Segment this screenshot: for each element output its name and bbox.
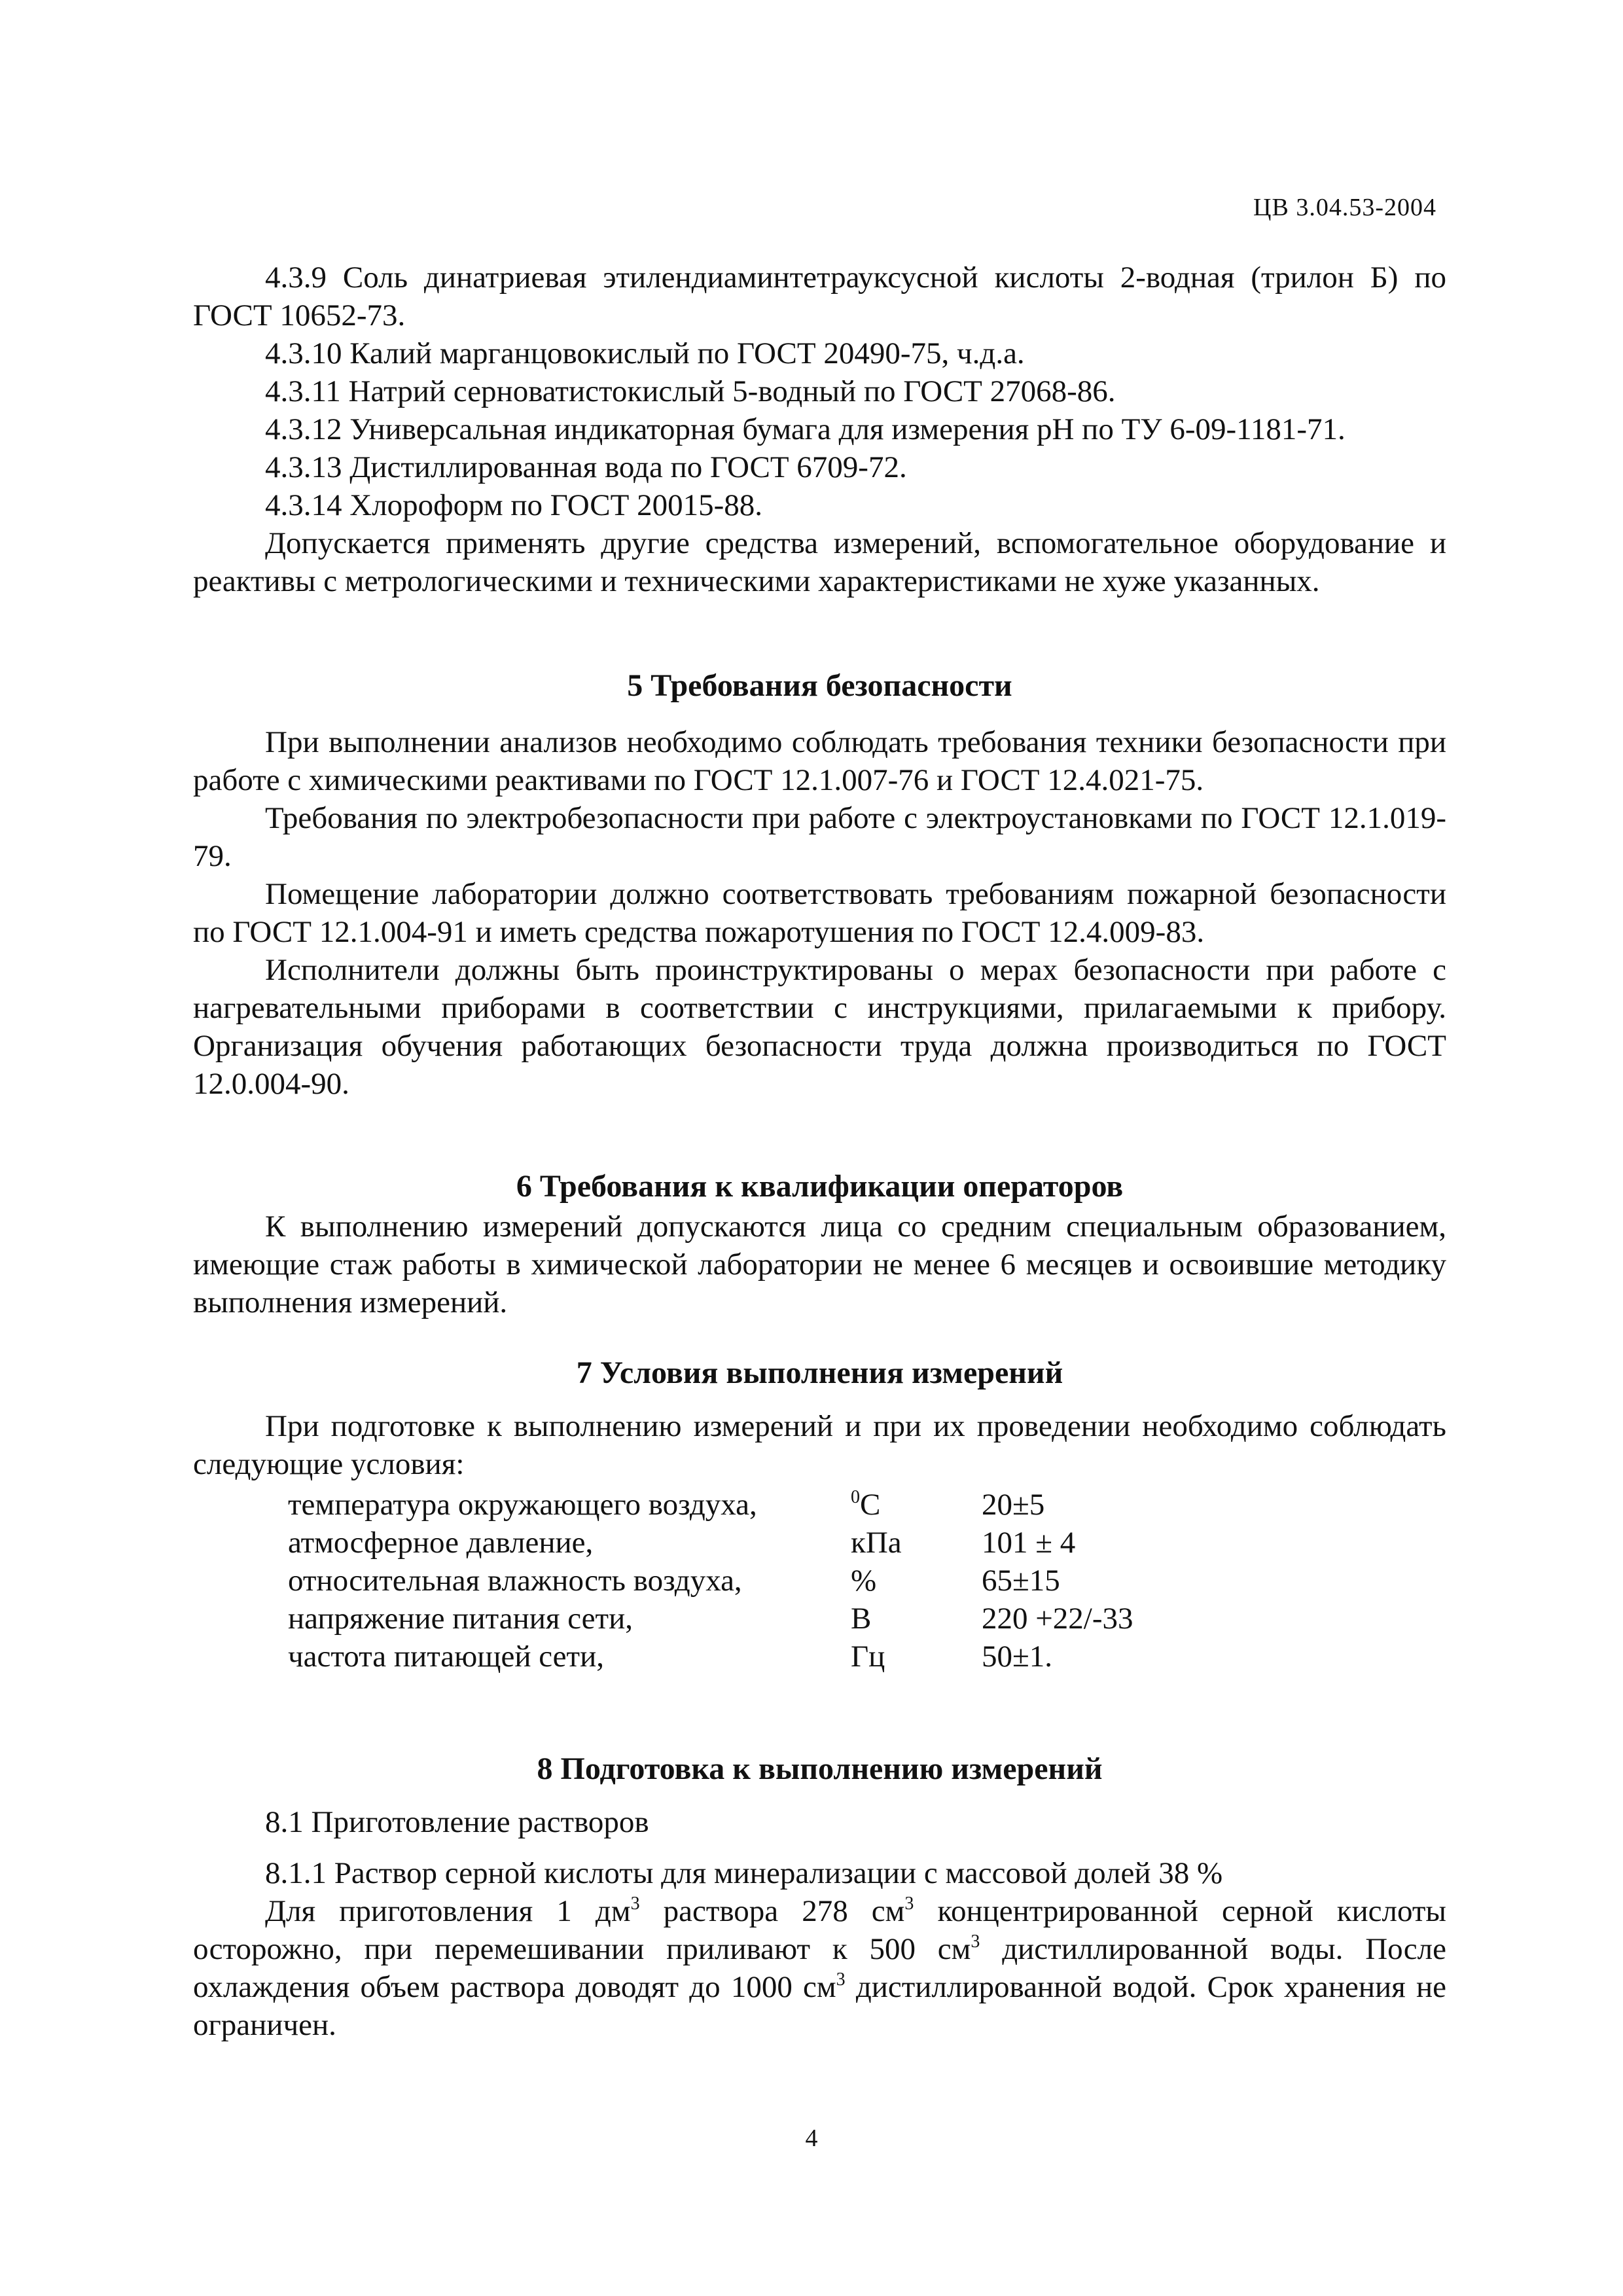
condition-name: атмосферное давление, bbox=[288, 1526, 594, 1560]
list-item: 4.3.9 Соль динатриевая этилендиаминтетрауксусной кислоты 2-водная (трилон Б) по ГОСТ 10652-73. bbox=[193, 260, 1446, 332]
paragraph: К выполнению измерений допускаются лица со средним специальным образованием, имеющие стаж работы в химической лаборатории не менее 6 месяцев и освоившие методику выполнения измерений. bbox=[193, 1210, 1446, 1319]
list-item: 4.3.10 Калий марганцовокислый по ГОСТ 20490-75, ч.д.а. bbox=[265, 336, 1025, 370]
condition-unit: % bbox=[851, 1564, 877, 1598]
condition-name: напряжение питания сети, bbox=[288, 1602, 633, 1636]
section-8-body bbox=[193, 1803, 1446, 2044]
list-item: 4.3.12 Универсальная индикаторная бумага для измерения pH по ТУ 6-09-1181-71. bbox=[265, 412, 1346, 446]
reagents-list bbox=[193, 259, 1446, 600]
paragraph: Исполнители должны быть проинструктированы о мерах безопасности при работе с нагревательными приборами в соответствии с инструкциями, прилагаемыми к прибору. Организация обучения работающих безопасности труда должна производиться по ГОСТ 12.0.004-90. bbox=[193, 953, 1446, 1101]
page-number: 4 bbox=[805, 2125, 818, 2152]
paragraph: Для приготовления 1 $дм^3$ раствора 278 $см^3$ концентрированной серной кислоты осторожно, при перемешивании приливают к 500 $см^3$ дистиллированной воды. После охлаждения объем раствора доводят до 1000 $см^3$ дистиллированной водой. Срок хранения не ограничен. bbox=[193, 1893, 1446, 2042]
list-item: 4.3.14 Хлороформ по ГОСТ 20015-88. bbox=[265, 488, 763, 522]
condition-value: 220 +22/-33 bbox=[982, 1602, 1133, 1636]
condition-unit: В bbox=[851, 1602, 872, 1636]
list-item: 4.3.11 Натрий серноватистокислый 5-водный по ГОСТ 27068-86. bbox=[265, 374, 1116, 408]
condition-name: температура окружающего воздуха, bbox=[288, 1488, 757, 1522]
condition-unit: Гц bbox=[851, 1640, 885, 1674]
section-7-intro bbox=[193, 1407, 1446, 1483]
document-code: ЦВ 3.04.53-2004 bbox=[1253, 194, 1436, 221]
condition-value: 101 ± 4 bbox=[982, 1526, 1076, 1560]
subsection-title: 8.1 Приготовление растворов bbox=[265, 1805, 649, 1839]
section-6-title: 6 Требования к квалификации операторов bbox=[516, 1169, 1124, 1204]
section-5-title: 5 Требования безопасности bbox=[627, 668, 1012, 703]
section-7-title: 7 Условия выполнения измерений bbox=[576, 1355, 1063, 1390]
condition-value: 20±5 bbox=[982, 1488, 1045, 1522]
paragraph: Помещение лаборатории должно соответствовать требованиям пожарной безопасности по ГОСТ 12.1.004-91 и иметь средства пожаротушения по ГОСТ 12.4.009-83. bbox=[193, 877, 1446, 949]
condition-value: 50±1. bbox=[982, 1640, 1053, 1674]
section-6-body bbox=[193, 1208, 1446, 1321]
list-item: 4.3.13 Дистиллированная вода по ГОСТ 6709-72. bbox=[265, 450, 907, 484]
subsection-title: 8.1.1 Раствор серной кислоты для минерализации с массовой долей 38 % bbox=[265, 1856, 1223, 1890]
condition-name: относительная влажность воздуха, bbox=[288, 1564, 742, 1598]
reagents-note: Допускается применять другие средства измерений, вспомогательное оборудование и реактивы с метрологическими и техническими характеристиками не хуже указанных. bbox=[193, 526, 1446, 598]
condition-name: частота питающей сети, bbox=[288, 1640, 604, 1674]
section-8-title: 8 Подготовка к выполнению измерений bbox=[537, 1751, 1103, 1786]
condition-unit: кПа bbox=[851, 1526, 902, 1560]
paragraph: При выполнении анализов необходимо соблюдать требования техники безопасности при работе с химическими реактивами по ГОСТ 12.1.007-76 и ГОСТ 12.4.021-75. bbox=[193, 725, 1446, 797]
paragraph: При подготовке к выполнению измерений и при их проведении необходимо соблюдать следующие условия: bbox=[193, 1409, 1446, 1481]
condition-value: 65±15 bbox=[982, 1564, 1060, 1598]
paragraph: Требования по электробезопасности при работе с электроустановками по ГОСТ 12.1.019-79. bbox=[193, 801, 1446, 873]
condition-unit: $^0$С bbox=[851, 1487, 881, 1522]
section-5-body bbox=[193, 723, 1446, 1103]
